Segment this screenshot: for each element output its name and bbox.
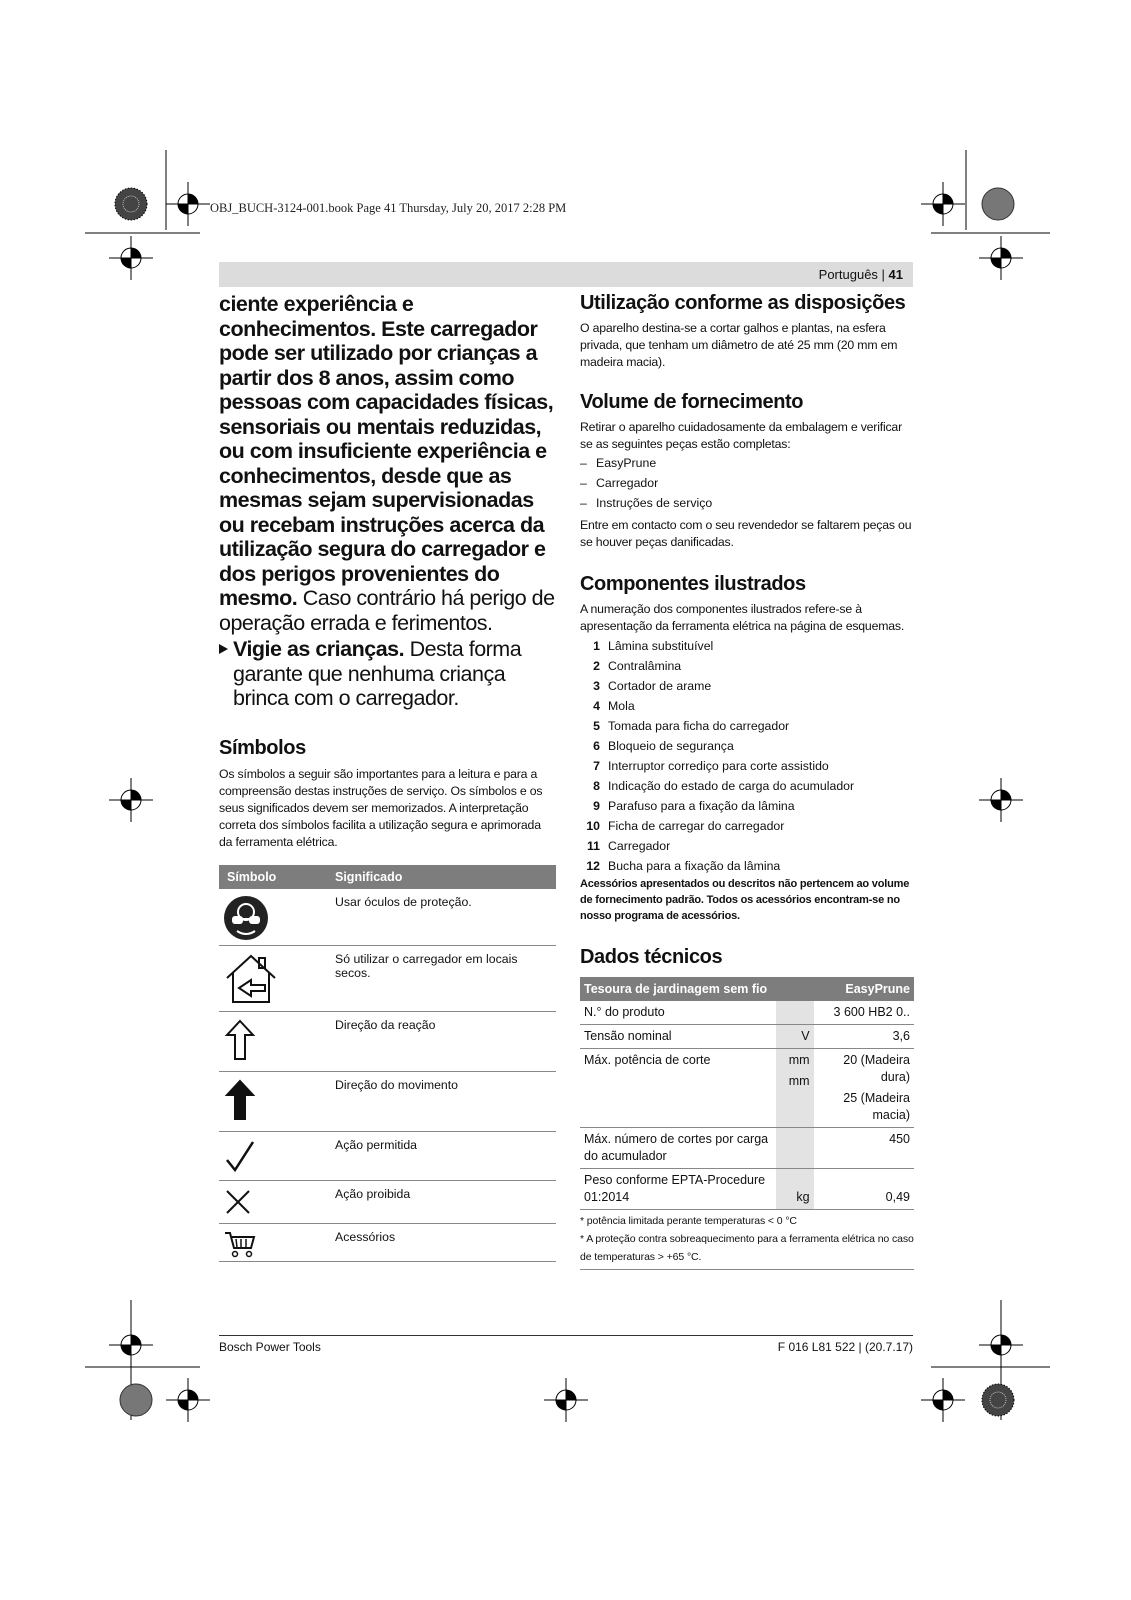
movement-direction-icon: [223, 1078, 257, 1122]
bullet-triangle-icon: [219, 644, 228, 654]
list-item: 9 Parafuso para a fixação da lâmina: [593, 799, 795, 813]
symbol-meaning: Direção do movimento: [327, 1072, 556, 1132]
symbol-meaning: Usar óculos de proteção.: [327, 889, 556, 946]
components-heading: Componentes ilustrados: [580, 573, 806, 595]
right-column: [580, 292, 914, 1270]
bullet-supervise-children: [219, 637, 556, 711]
list-item: 8 Indicação do estado de carga do acumulador: [593, 779, 855, 793]
components-text: A numeração dos componentes ilustrados refere-se à apresentação da ferramenta elétrica na página de esquemas.: [580, 602, 905, 633]
tech-header-right: EasyPrune: [814, 977, 914, 1001]
table-row: [219, 946, 556, 1012]
indoor-only-icon: [223, 952, 279, 1006]
symbol-meaning: Ação permitida: [327, 1132, 556, 1181]
tech-table-header: [580, 977, 914, 1001]
symbol-meaning: Ação proibida: [327, 1181, 556, 1224]
page-header: [219, 262, 913, 287]
list-item: 6 Bloqueio de segurança: [593, 739, 734, 753]
table-row: [219, 1012, 556, 1072]
symbol-meaning: Só utilizar o carregador em locais secos.: [327, 946, 556, 1012]
table-row: Peso conforme EPTA-Procedure 01:2014 kg 0,49: [580, 1169, 914, 1210]
tech-heading: Dados técnicos: [580, 946, 723, 968]
supply-heading: Volume de fornecimento: [580, 391, 804, 413]
list-item: – Carregador: [580, 476, 659, 490]
footer-left: Bosch Power Tools: [219, 1340, 321, 1354]
safety-warning-regular: Caso contrário há perigo de operação errada e ferimentos.: [219, 586, 555, 635]
symbols-description: Os símbolos a seguir são importantes para a leitura e para a compreensão destas instruções de serviço. Os símbolos e os seus significados devem ser memorizados. A interpretação correta dos símbolos facilita a utilização segura e aprimorada da ferramenta elétrica.: [219, 766, 543, 849]
use-heading: Utilização conforme as disposições: [580, 292, 906, 314]
table-row: [219, 1224, 556, 1262]
list-item: 10 Ficha de carregar do carregador: [586, 819, 785, 833]
list-item: 1 Lâmina substituível: [593, 639, 714, 653]
table-row: Máx. número de cortes por carga do acumulador 450: [580, 1128, 914, 1169]
page-header-text: Português | 41: [818, 267, 903, 282]
safety-warning-bold: ciente experiência e conhecimentos. Este carregador pode ser utilizado por crianças a partir dos 8 anos, assim como pessoas com capacidades físicas, sensoriais ou mentais reduzidas, ou com insuficiente experiência e conhecimentos, desde que as mesmas sejam supervisionadas ou recebam instruções acerca da utilização segura do carregador e dos perigos provenientes do mesmo.: [219, 292, 554, 610]
table-row: Tensão nominal V 3,6: [580, 1025, 914, 1049]
left-column: [219, 292, 556, 1262]
use-text: O aparelho destina-se a cortar galhos e plantas, na esfera privada, que tenham um diâmetro de até 25 mm (20 mm em madeira macia).: [580, 321, 898, 369]
list-item: – EasyPrune: [580, 456, 657, 470]
table-row: [219, 1132, 556, 1181]
page-number: 41: [888, 267, 903, 282]
list-item: – Instruções de serviço: [580, 496, 713, 510]
symbols-table: [219, 865, 556, 1263]
table-row: [219, 1181, 556, 1224]
tech-note-2: * A proteção contra sobreaquecimento para a ferramenta elétrica no caso de temperaturas > +65 °C.: [580, 1233, 914, 1263]
checkmark-icon: [223, 1138, 257, 1174]
cart-icon: [223, 1230, 257, 1258]
symbols-heading: Símbolos: [219, 736, 306, 759]
symbol-meaning: Acessórios: [327, 1224, 556, 1262]
supply-contact: Entre em contacto com o seu revendedor se faltarem peças ou se houver peças danificadas.: [580, 518, 912, 549]
cross-icon: [223, 1187, 253, 1217]
accessories-note: Acessórios apresentados ou descritos não pertencem ao volume de fornecimento padrão. Todos os acessórios encontram-se no nosso programa de acessórios.: [580, 878, 910, 922]
table-row: [219, 889, 556, 946]
table-row: [219, 1072, 556, 1132]
bullet-regular: Desta forma garante que nenhuma criança brinca com o carregador.: [233, 637, 522, 710]
header-language: Português: [818, 267, 878, 282]
list-item: 4 Mola: [593, 699, 635, 713]
list-item: 12 Bucha para a fixação da lâmina: [586, 859, 781, 873]
list-item: 7 Interruptor corrediço para corte assistido: [593, 759, 829, 773]
bullet-bold: Vigie as crianças.: [233, 637, 405, 661]
supply-text: Retirar o aparelho cuidadosamente da embalagem e verificar se as seguintes peças estão completas:: [580, 420, 902, 451]
symbol-meaning: Direção da reação: [327, 1012, 556, 1072]
tech-note-1: * potência limitada perante temperaturas < 0 °C: [580, 1215, 797, 1227]
list-item: 3 Cortador de arame: [593, 679, 712, 693]
safety-goggles-icon: [223, 895, 269, 941]
list-item: 2 Contralâmina: [593, 659, 682, 673]
list-item: 11 Carregador: [587, 839, 671, 853]
table-row: Máx. potência de corte mm mm 20 (Madeira dura) 25 (Madeira macia): [580, 1049, 914, 1128]
tech-data-table: [580, 977, 914, 1270]
footer-right: F 016 L81 522 | (20.7.17): [777, 1340, 913, 1354]
print-info: OBJ_BUCH-3124-001.book Page 41 Thursday, July 20, 2017 2:28 PM: [210, 201, 567, 215]
table-row: N.° do produto 3 600 HB2 0..: [580, 1001, 914, 1025]
symbols-table-header: [219, 865, 556, 889]
footer-divider: [219, 1335, 913, 1336]
symbol-column-header: Símbolo: [219, 865, 327, 889]
reaction-direction-icon: [223, 1018, 257, 1062]
tech-notes-row: [580, 1210, 914, 1270]
safety-warning-text: [219, 292, 556, 635]
supply-list: [580, 453, 914, 513]
components-list: [580, 636, 914, 876]
list-item: 5 Tomada para ficha do carregador: [593, 719, 790, 733]
meaning-column-header: Significado: [327, 865, 556, 889]
tech-header-left: Tesoura de jardinagem sem fio: [580, 977, 814, 1001]
